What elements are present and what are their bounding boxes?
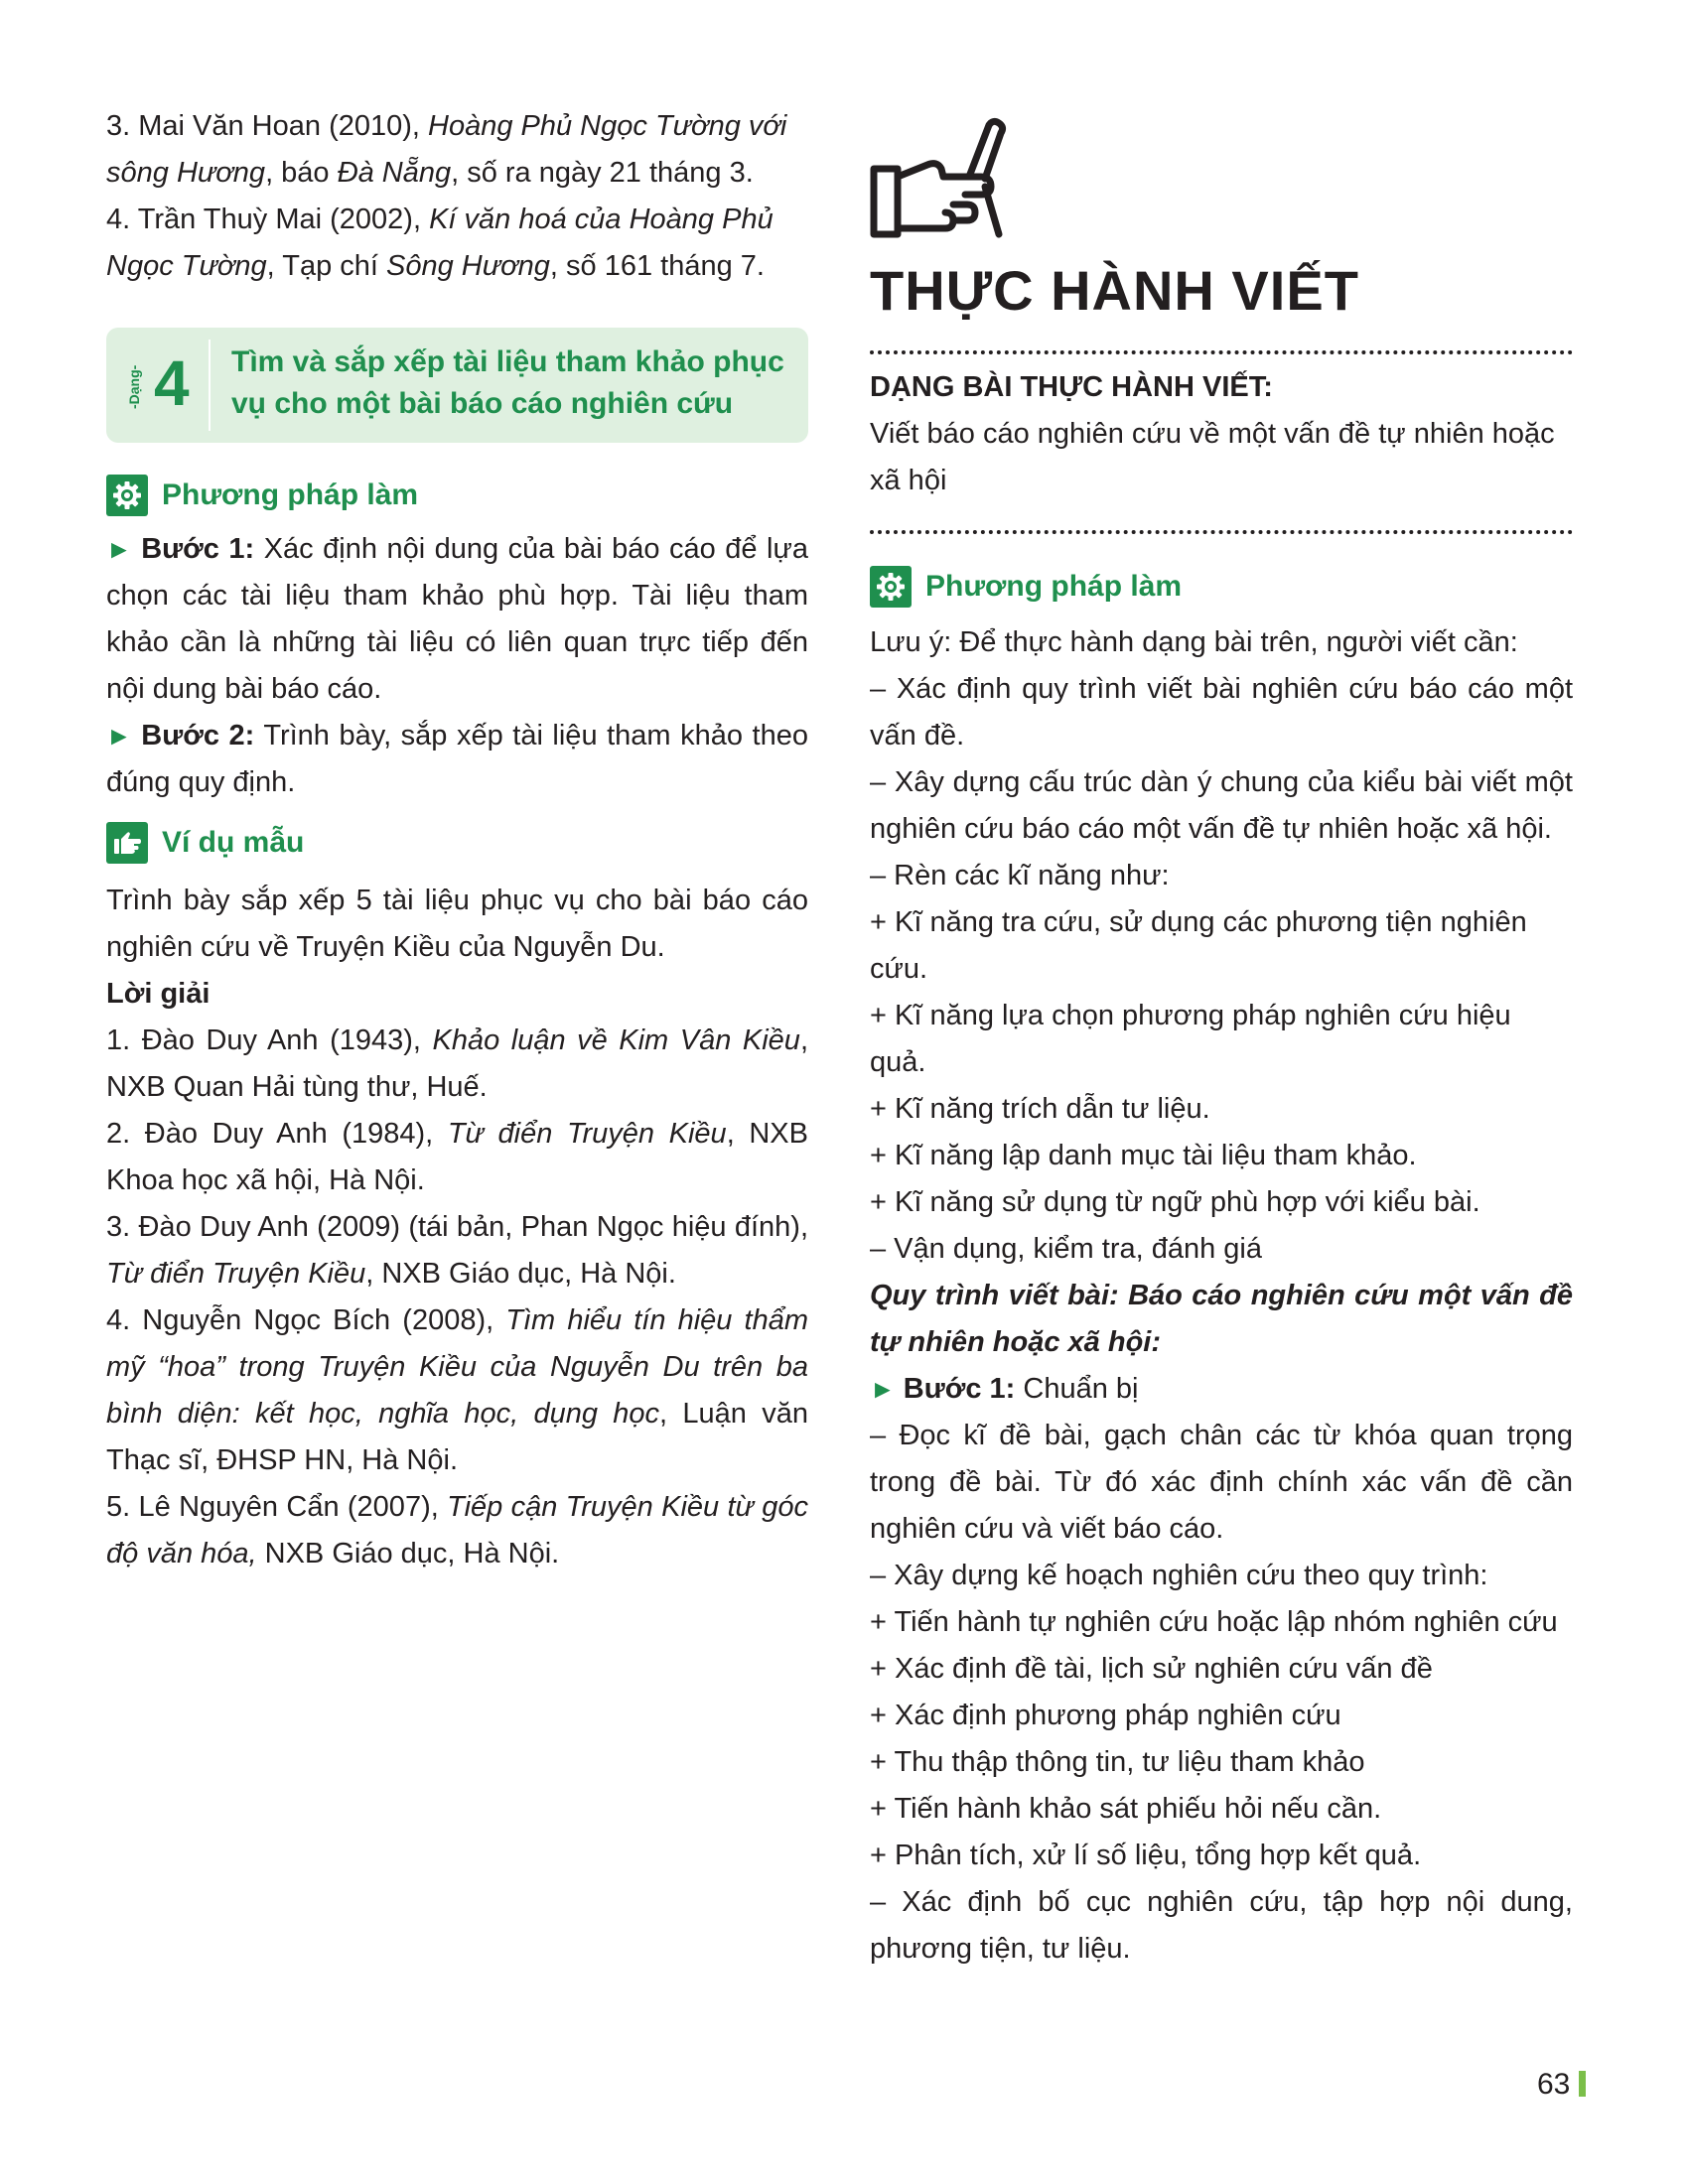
- pointing-hand-icon: [106, 822, 148, 864]
- note-line: – Xác định bố cục nghiên cứu, tập hợp nội dung, phương tiện, tư liệu.: [870, 1886, 1573, 1965]
- note-line: + Kĩ năng sử dụng từ ngữ phù hợp với kiểu bài.: [870, 1186, 1480, 1218]
- step-2: ► Bước 2: Trình bày, sắp xếp tài liệu tham khảo theo đúng quy định.: [106, 720, 808, 798]
- page-number: 63: [1537, 2068, 1571, 2101]
- note-line: – Đọc kĩ đề bài, gạch chân các từ khóa quan trọng trong đề bài. Từ đó xác định chính xác vấn đề cần nghiên cứu và viết báo cáo.: [870, 1420, 1573, 1545]
- note-line: – Xây dựng cấu trúc dàn ý chung của kiểu bài viết một nghiên cứu báo cáo một vấn đề tự nhiên hoặc xã hội.: [870, 766, 1573, 845]
- method-heading-right: Phương pháp làm: [870, 566, 1573, 608]
- step-1-right: ► Bước 1: Chuẩn bị: [870, 1373, 1139, 1405]
- note-line: + Kĩ năng tra cứu, sử dụng các phương tiện nghiên cứu.: [870, 906, 1527, 985]
- dotted-divider: [870, 530, 1573, 534]
- reference-item: 1. Đào Duy Anh (1943), Khảo luận về Kim Vân Kiều, NXB Quan Hải tùng thư, Huế.: [106, 1024, 808, 1103]
- note-line: – Rèn các kĩ năng như:: [870, 860, 1170, 891]
- reference-item: 5. Lê Nguyên Cẩn (2007), Tiếp cận Truyện Kiều từ góc độ văn hóa, NXB Giáo dục, Hà Nội.: [106, 1491, 808, 1570]
- note-line: + Xác định đề tài, lịch sử nghiên cứu vấn đề: [870, 1653, 1433, 1685]
- process-title: Quy trình viết bài: Báo cáo nghiên cứu một vấn đề tự nhiên hoặc xã hội:: [870, 1280, 1573, 1358]
- step-1: ► Bước 1: Xác định nội dung của bài báo cáo để lựa chọn các tài liệu tham khảo phù hợp. Tài liệu tham khảo cần là những tài liệu có liên quan trực tiếp đến nội dung bài báo cáo.: [106, 533, 808, 705]
- note-line: Lưu ý: Để thực hành dạng bài trên, người viết cần:: [870, 626, 1518, 658]
- divider: [209, 340, 211, 431]
- type-text: Viết báo cáo nghiên cứu về một vấn đề tự nhiên hoặc xã hội: [870, 418, 1555, 496]
- right-column: [870, 117, 1573, 1973]
- arrow-icon: ►: [870, 1374, 896, 1404]
- note-line: + Tiến hành khảo sát phiếu hỏi nếu cần.: [870, 1793, 1382, 1825]
- note-line: + Tiến hành tự nghiên cứu hoặc lập nhóm nghiên cứu: [870, 1606, 1558, 1638]
- reference-item: 2. Đào Duy Anh (1984), Từ điển Truyện Kiều, NXB Khoa học xã hội, Hà Nội.: [106, 1118, 808, 1196]
- left-method-section: [106, 475, 808, 1577]
- arrow-icon: ►: [106, 534, 132, 564]
- note-line: – Xây dựng kế hoạch nghiên cứu theo quy trình:: [870, 1560, 1488, 1591]
- reference-item: 4. Trần Thuỳ Mai (2002), Kí văn hoá của Hoàng Phủ Ngọc Tường, Tạp chí Sông Hương, số 161 tháng 7.: [106, 204, 774, 282]
- reference-item: 4. Nguyễn Ngọc Bích (2008), Tìm hiểu tín hiệu thẩm mỹ “hoa” trong Truyện Kiều của Nguyễn Du trên ba bình diện: kết học, nghĩa học, dụng học, Luận văn Thạc sĩ, ĐHSP HN, Hà Nội.: [106, 1304, 808, 1476]
- left-top-references: [106, 103, 808, 290]
- reference-item: 3. Đào Duy Anh (2009) (tái bản, Phan Ngọc hiệu đính), Từ điển Truyện Kiều, NXB Giáo dục, Hà Nội.: [106, 1211, 808, 1290]
- method-heading: Phương pháp làm: [106, 475, 808, 516]
- note-line: + Kĩ năng lập danh mục tài liệu tham khảo.: [870, 1140, 1417, 1171]
- note-line: + Phân tích, xử lí số liệu, tổng hợp kết quả.: [870, 1840, 1422, 1871]
- note-line: + Thu thập thông tin, tư liệu tham khảo: [870, 1746, 1365, 1778]
- note-line: – Xác định quy trình viết bài nghiên cứu báo cáo một vấn đề.: [870, 673, 1573, 751]
- page-title: THỰC HÀNH VIẾT: [870, 259, 1359, 322]
- gear-icon: [870, 566, 912, 608]
- note-line: + Kĩ năng trích dẫn tư liệu.: [870, 1093, 1210, 1125]
- gear-icon: [106, 475, 148, 516]
- dang-title: Tìm và sắp xếp tài liệu tham khảo phục vụ cho một bài báo cáo nghiên cứu: [231, 345, 784, 420]
- note-line: + Xác định phương pháp nghiên cứu: [870, 1700, 1341, 1731]
- example-text: Trình bày sắp xếp 5 tài liệu phục vụ cho bài báo cáo nghiên cứu về Truyện Kiều của Nguyễn Du.: [106, 885, 808, 963]
- page-number-bar: [1579, 2071, 1586, 2097]
- arrow-icon: ►: [106, 721, 132, 751]
- writing-hand-icon: [870, 117, 1573, 256]
- dang-number: 4: [154, 347, 190, 419]
- dang-label: -Dạng-: [126, 364, 142, 410]
- dotted-divider: [870, 350, 1573, 354]
- solution-label: Lời giải: [106, 978, 211, 1010]
- note-line: – Vận dụng, kiểm tra, đánh giá: [870, 1233, 1262, 1265]
- example-heading: Ví dụ mẫu: [106, 822, 808, 864]
- note-line: + Kĩ năng lựa chọn phương pháp nghiên cứu hiệu quả.: [870, 1000, 1511, 1078]
- type-label: DẠNG BÀI THỰC HÀNH VIẾT:: [870, 371, 1273, 403]
- dang-4-box: [106, 328, 808, 443]
- reference-item: 3. Mai Văn Hoan (2010), Hoàng Phủ Ngọc Tường với sông Hương, báo Đà Nẵng, số ra ngày 21 tháng 3.: [106, 110, 787, 189]
